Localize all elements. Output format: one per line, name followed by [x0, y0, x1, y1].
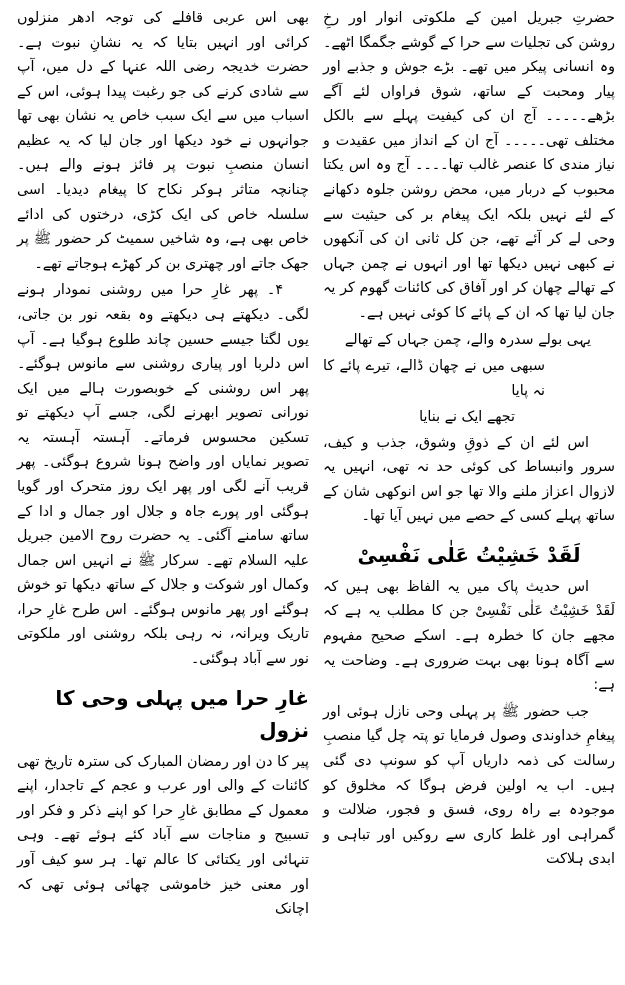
verse-line: سبھی میں نے چھان ڈالے، تیرے پائے کا نہ پایا	[323, 357, 545, 399]
section-heading-ghar-e-hira: غارِ حرا میں پہلی وحی کا نزول	[55, 685, 309, 742]
verse-block	[323, 328, 615, 430]
paragraph: بھی اس عربی قافلے کی توجہ ادھر منزلوں کرائی اور انہیں بتایا کہ یہ نشانِ نبوت ہے۔ حضرت خدیجہ رضی اللہ عنہا کے دل میں، آپ سے شادی کرنے کی جو رغبت پیدا ہوئی، اس کے اسباب میں سے ایک سبب خاص یہ نشان بھی تھا جوانہوں نے خود دیکھا اور جان لیا کہ یہ عظیم انسان منصبِ نبوت پر فائز ہونے والے ہیں۔ چنانچہ متاثر ہوکر نکاح کا پیغام دیدیا۔ اسی سلسلہ خاص کی ایک کڑی، درختوں کی ادائے خاص بھی ہے، وہ شاخیں سمیٹ کر حضور ﷺ پر جھک جاتے اور چھتری بن کر کھڑے ہوجاتے تھے۔	[17, 10, 309, 272]
paragraph: حضرتِ جبریل امین کے ملکوتی انوار اور رخِ روشن کی تجلیات سے حرا کے گوشے جگمگا اٹھے۔ وہ انسانی پیکر میں تھے۔ بڑے جوش و جذبے اور پیار ومحبت کے ساتھ، شوق فراواں لئے آگے بڑھے۔۔۔۔۔ آج ان کی کیفیت پہلے سے بالکل مختلف تھی۔۔۔۔۔ آج ان کے انداز میں عقیدت و نیاز مندی کا عنصر غالب تھا۔۔۔۔ آج وہ اس یکتا محبوب کے دربار میں، محض روشن جلوہ دکھانے کے لئے نہیں بلکہ ایک پیغام بر کی حیثیت سے وحی لے کر آئے تھے، جن کل ثانی ان کی آنکھوں نے کبھی نہیں دیکھا تھا اور انہوں نے چمن جہاں کے تھالے چھان کر اور آفاق کی کائنات گھوم کر یہ جان لیا تھا کہ ان کے پائے کا کوئی نہیں ہے۔	[323, 10, 615, 321]
column-left	[17, 6, 309, 981]
paragraph: اس لئے ان کے ذوقِ وشوق، جذب و کیف، سرور وانبساط کی کوئی حد نہ تھی، انہیں یہ لازوال اعزاز ملنے والا تھا جو اس انوکھی شان کے ساتھ پہلے کسی کے حصے میں نہیں آیا تھا۔	[323, 434, 615, 525]
verse-line: تجھے ایک نے بنایا	[419, 408, 515, 425]
paragraph: جب حضور ﷺ پر پہلی وحی نازل ہوئی اور پیغامِ خداوندی وصول فرمایا تو پتہ چل گیا منصبِ رسالت کی ذمہ داریاں آپ کو سونپ دی گئی ہیں۔ اب یہ اولین فرض ہوگا کہ مخلوق کو موجودہ بے راہ روی، فسق و فجور، ضلالت و گمراہی اور غلط کاری سے روکیں اور تباہی و ابدی ہلاکت	[323, 703, 615, 868]
section-heading-laqad: لَقَدْ خَشِيْتُ عَلٰى نَفْسِىْ	[357, 542, 581, 567]
verse-line: یہی بولے سدرہ والے، چمن جہاں کے تھالے	[344, 331, 591, 348]
paragraph: اس حدیث پاک میں یہ الفاظ بھی ہیں کہ لَقَدْ خَشِيْتُ عَلٰى نَفْسِىْ جن کا مطلب یہ ہے کہ مجھے جان کا خطرہ ہے۔ اسکے صحیح مفہوم سے آگاہ ہونا بھی بہت ضروری ہے۔ وضاحت یہ ہے:	[323, 578, 615, 694]
paragraph: پیر کا دن اور رمضان المبارک کی سترہ تاریخ تھی کائنات کے والی اور عرب و عجم کے تاجدار، اپنے معمول کے مطابق غارِ حرا کو اپنے ذکر و فکر اور تسبیح و مناجات سے آباد کئے ہوئے تھے۔ وہی تنہائی اور یکتائی کا عالم تھا۔ ہر سو کیف آور اور معنی خیز خاموشی چھائی ہوئی تھی کہ اچانک	[17, 753, 309, 918]
paragraph-numbered-4: ۴۔ پھر غارِ حرا میں روشنی نمودار ہونے لگی۔ دیکھتے ہی دیکھتے وہ بقعہ نور بن جاتی، یوں لگتا جیسے حسین چاند طلوع ہوگیا ہے۔ آپ اس دلربا اور پیاری روشنی سے مانوس ہوگئے۔ پھر اس روشنی کے خوبصورت ہالے میں ایک نورانی تصویر ابھرنے لگی، جسے آپ دیکھتے تو تسکین محسوس فرماتے۔ آہستہ آہستہ یہ تصویر نمایاں اور واضح ہونا شروع ہوگئی۔ پھر قریب آنے لگی اور پھر ایک روز متحرک اور گویا ہوگئی اور پورے جاہ و جلال اور جمال و ادا کے ساتھ سامنے آگئی۔ یہ حضرت روح الامین جبریل علیہ السلام تھے۔ سرکار ﷺ نے انہیں اس جمال وکمال اور شوکت و جلال کے ساتھ دیکھا تو خوش ہوگئے اور پھر مانوس ہوگئے۔ اس طرح غارِ حرا، تاریک ویرانہ، نہ رہی بلکہ روشنی اور ملکوتی نور سے آباد ہوگئی۔	[17, 282, 309, 668]
column-right	[323, 6, 615, 981]
